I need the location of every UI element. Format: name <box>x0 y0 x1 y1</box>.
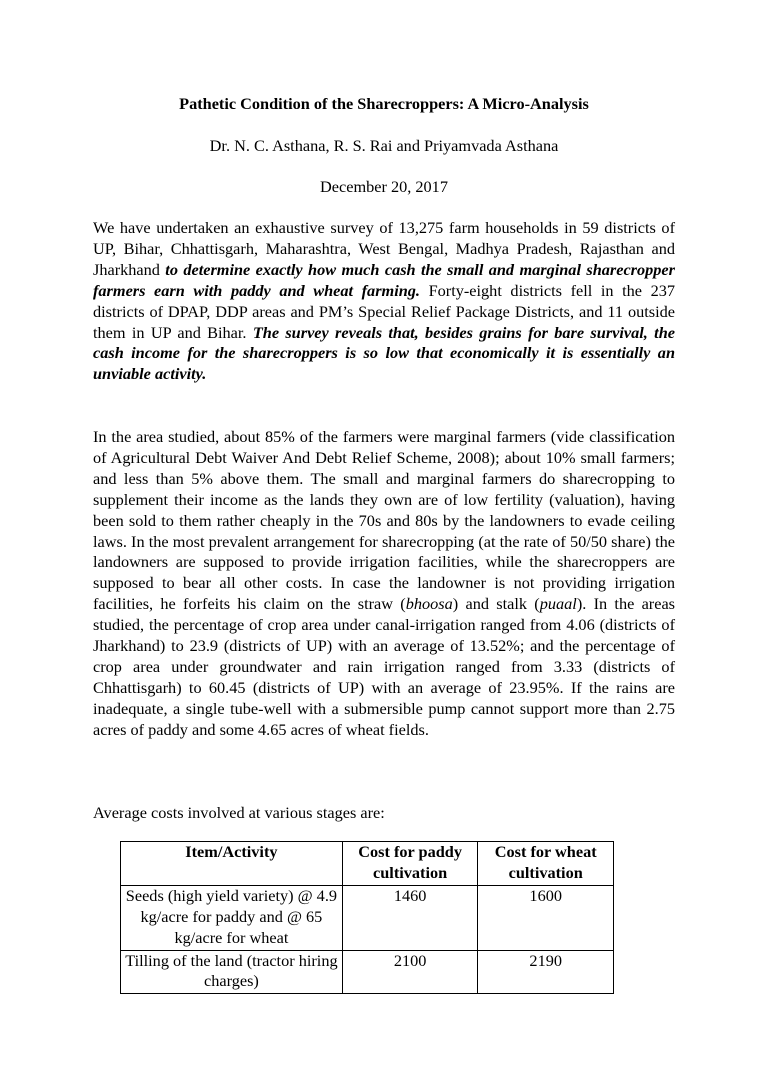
emphasis-text: to determine exactly how much cash the small and marginal sharecropper farmers earn with paddy and wheat farming. <box>93 259 675 300</box>
paragraph-survey-intro <box>93 218 675 385</box>
table-cell-item: Seeds (high yield variety) @ 4.9 kg/acre for paddy and @ 65 kg/acre for wheat <box>121 885 343 950</box>
table-cell-wheat-cost: 1600 <box>478 885 614 950</box>
document-title: Pathetic Condition of the Sharecroppers: A Micro-Analysis <box>179 94 589 113</box>
costs-table <box>120 841 614 994</box>
table-cell-item: Tilling of the land (tractor hiring charges) <box>121 950 343 994</box>
document-date: December 20, 2017 <box>320 177 448 196</box>
table-cell-paddy-cost: 1460 <box>342 885 478 950</box>
emphasis-text: The survey reveals that, besides grains for bare survival, the cash income for the sharecroppers is so low that economically it is essentially an unviable activity. <box>93 322 675 384</box>
paragraph-area-studied <box>93 427 675 741</box>
paragraph-text: ) and stalk ( <box>452 594 540 614</box>
paragraph-text: We have undertaken an exhaustive survey of 13,275 farm households in 59 districts of UP, Bihar, Chhattisgarh, Maharashtra, West Bengal, Madhya Pradesh, Rajasthan and Jharkhand <box>93 218 675 279</box>
table-cell-paddy-cost: 2100 <box>342 950 478 994</box>
italic-term: bhoosa <box>405 594 453 614</box>
table-header-row <box>121 842 614 886</box>
paragraph-text: Forty-eight districts fell in the 237 districts of DPAP, DDP areas and PM’s Special Relief Package Districts, and 11 outside them in UP and Bihar. <box>93 280 676 342</box>
table-row <box>121 950 614 994</box>
column-header-wheat-cost: Cost for wheat cultivation <box>478 842 614 886</box>
column-header-paddy-cost: Cost for paddy cultivation <box>342 842 478 886</box>
column-header-item: Item/Activity <box>121 842 343 886</box>
paragraph-text: In the area studied, about 85% of the farmers were marginal farmers (vide classification of Agricultural Debt Waiver And Debt Relief Scheme, 2008); about 10% small farmers; and less than 5% above them. The small and marginal farmers do sharecropping to supplement their income as the lands they own are of low fertility (valuation), having been sold to them rather cheaply in the 70s and 80s by the landowners to evade ceiling laws. In the most prevalent arrangement for sharecropping (at the rate of 50/50 share) the landowners are supposed to provide irrigation facilities, while the sharecroppers are supposed to bear all other costs. In case the landowner is not providing irrigation facilities, he forfeits his claim on the straw ( <box>93 427 675 614</box>
authors-line: Dr. N. C. Asthana, R. S. Rai and Priyamvada Asthana <box>209 136 559 155</box>
paragraph-text: ). In the areas studied, the percentage of crop area under canal-irrigation ranged from 4.06 (districts of Jharkhand) to 23.9 (districts of UP) with an average of 13.52%; and the percentage of crop area under groundwater and rain irrigation ranged from 3.33 (districts of Chhattisgarh) to 60.45 (districts of UP) with an average of 23.95%. If the rains are inadequate, a single tube-well with a submersible pump cannot support more than 2.75 acres of paddy and some 4.65 acres of wheat fields. <box>93 594 676 739</box>
table-cell-wheat-cost: 2190 <box>478 950 614 994</box>
table-row <box>121 885 614 950</box>
italic-term: puaal <box>539 594 577 614</box>
paragraph-costs-intro: Average costs involved at various stages are: <box>93 803 385 822</box>
